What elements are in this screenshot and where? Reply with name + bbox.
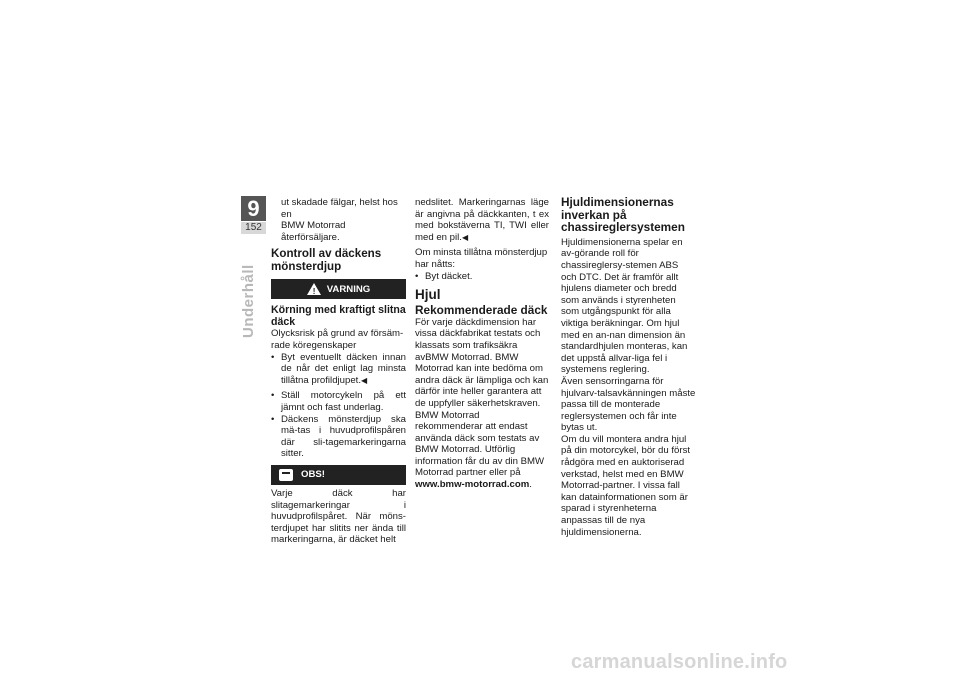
page-number: 152 — [241, 222, 266, 234]
column-1 — [271, 197, 406, 546]
heading-hjuldimensioner: Hjuldimensionernas inverkan på chassireglersystemen — [561, 195, 685, 235]
heading-rekommenderade: Rekommenderade däck — [415, 303, 548, 318]
heading-kontroll: Kontroll av däckens mönsterdjup — [271, 247, 382, 273]
pointing-hand-icon — [279, 469, 293, 481]
warning-label: VARNING — [326, 283, 371, 295]
column-2 — [415, 197, 549, 491]
end-mark-icon: ◀ — [461, 232, 469, 242]
column-3 — [561, 197, 696, 538]
chapter-number: 9 — [241, 196, 266, 221]
dimension-text-1: Hjuldimensionerna spelar en av-görande roll för chassireglersy-stemen ABS och DTC. Det är framför allt hjulens diameter och bredd som används i styrenheten som utgångspunkt för alla viktiga beräkningar. Om hjul med en an-nan dimension än standardhjulen monteras, kan det uppstå allvar-liga fel i systemens reglering. — [561, 236, 688, 376]
note-label: OBS! — [301, 469, 325, 481]
warning-bar — [271, 279, 406, 299]
dimension-text-3: Om du vill montera andra hjul på din motorcykel, bör du först rådgöra med en auktoriserad verkstad, helst med en BMW Motorrad-partner. I vissa fall kan datainformationen som är sparad i styrenheterna anpassas till de nya hjuldimensionerna. — [561, 433, 691, 538]
min-depth-text: Om minsta tillåtna mönsterdjup har nåtts: — [415, 247, 548, 270]
intro-line-2: BMW Motorrad återförsäljare. — [281, 220, 346, 243]
warning-triangle-icon: ! — [307, 283, 321, 295]
list-item: • Byt däcket. — [415, 271, 549, 283]
continued-text-body: nedslitet. Markeringarnas läge är angivna på däckkanten, t ex med bokstäverna TI, TWI eller med en pil. — [415, 197, 549, 243]
watermark: carmanualsonline.info — [571, 651, 788, 673]
warning-text: Olycksrisk på grund av försäm-rade köregenskaper — [271, 328, 404, 351]
note-bar — [271, 465, 406, 485]
bullet-text: Byt eventuellt däcken innan de når det enligt lag minsta tillåtna profildjupet. — [281, 351, 406, 386]
intro-line-1: ut skadade fälgar, helst hos en — [281, 197, 398, 220]
section-label-vertical — [240, 262, 270, 342]
chapter-marker — [241, 196, 266, 234]
end-mark-icon: ◀ — [361, 375, 368, 385]
recommended-text — [415, 317, 549, 491]
section-label: Underhåll — [240, 264, 257, 338]
list-item: • Ställ motorcykeln på ett jämnt och fast underlag. — [271, 390, 406, 413]
warning-title: Körning med kraftigt slitna däck — [271, 304, 406, 329]
website-link[interactable]: www.bmw-motorrad.com — [415, 479, 530, 491]
period: . — [529, 479, 532, 491]
list-item: • Däckens mönsterdjup ska mä-tas i huvudprofilspåren där sli-tagemarkeringarna sitter. — [271, 414, 406, 460]
dimension-text-2: Även sensorringarna för hjulvarv-talsavkänningen måste passa till de monterade reglersystemen och får inte bytas ut. — [561, 375, 696, 434]
continued-text — [415, 197, 549, 243]
note-text: Varje däck har slitagemarkeringar i huvudprofilspåret. När möns-terdjupet har slitits ner ända till markeringarna, är däcket helt — [271, 487, 406, 546]
list-item — [271, 352, 406, 387]
heading-hjul: Hjul — [415, 287, 441, 303]
recommended-text-body: För varje däckdimension har vissa däckfabrikat testats och klassats som trafiksäkra avBMW Motorrad. BMW Motorrad kan inte bedöma om andra däck är lämpliga och kan därför inte heller garantera att de uppfyller säkerhetskraven. BMW Motorrad rekommenderar att endast använda däck som testats av BMW Motorrad. Utförlig information får du av din BMW Motorrad partner eller på — [415, 316, 549, 479]
